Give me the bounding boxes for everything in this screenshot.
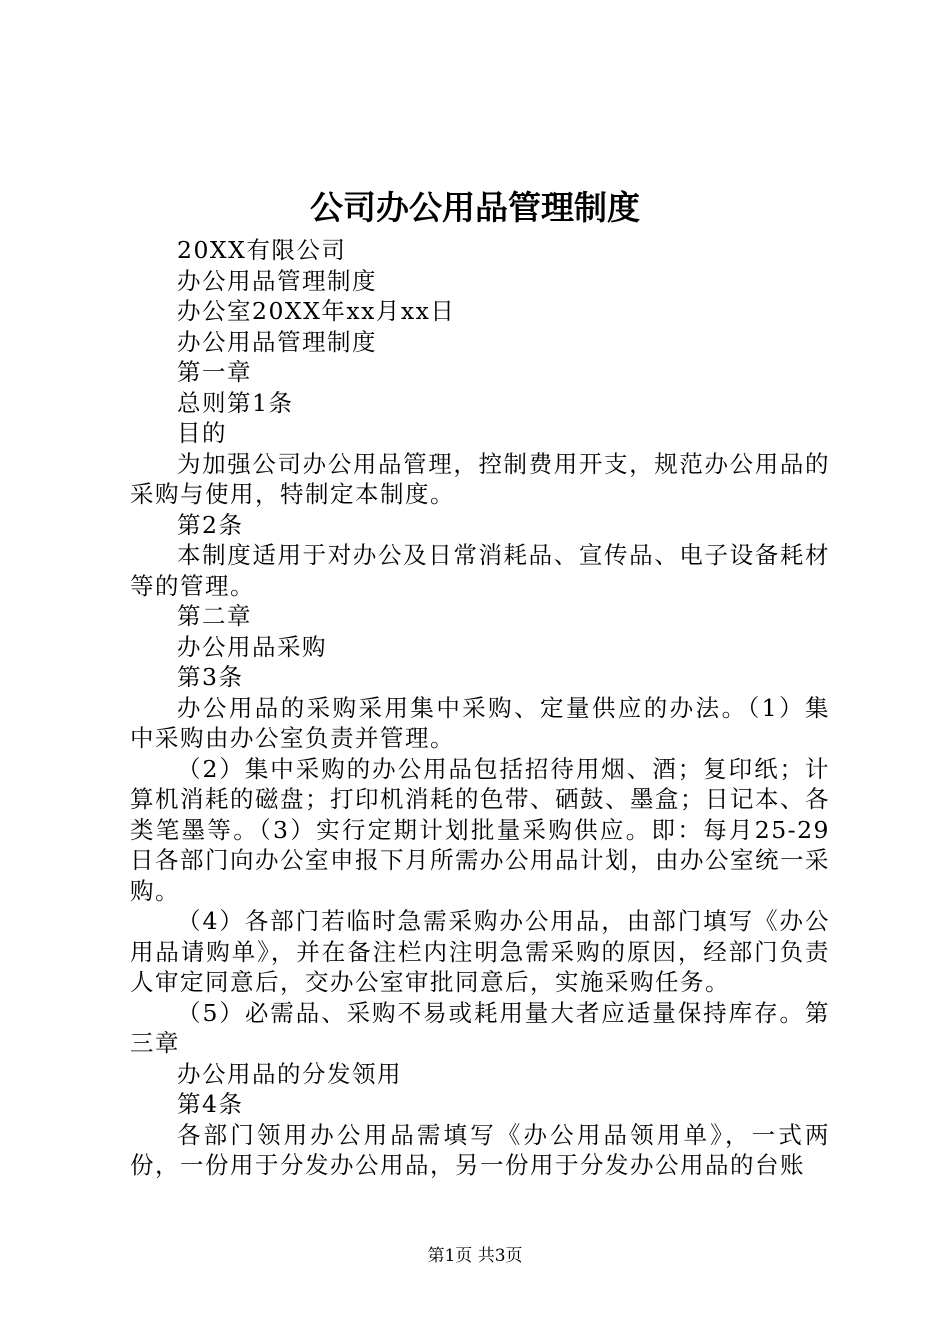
article-heading: 第2条: [177, 510, 244, 539]
paragraph: 办公室20XX年xx月xx日: [177, 297, 456, 325]
paragraph: 各部门领用办公用品需填写《办公用品领用单》，一式两份，一份用于分发办公用品，另一份用于分发办公用品的台账: [130, 1120, 830, 1179]
paragraph: 目的: [177, 419, 227, 447]
paragraph: 办公用品管理制度: [177, 266, 377, 295]
page-footer: 第1页 共3页: [427, 1246, 523, 1266]
document-body: [130, 235, 830, 1181]
paragraph: 为加强公司办公用品管理，控制费用开支，规范办公用品的采购与使用，特制定本制度。: [130, 449, 830, 508]
article-heading: 第4条: [177, 1090, 244, 1118]
article-heading: 第3条: [177, 663, 244, 691]
paragraph: （5）必需品、采购不易或耗用量大者应适量保持库存。第三章: [130, 998, 830, 1057]
paragraph: 办公用品的采购采用集中采购、定量供应的办法。（1）集中采购由办公室负责并管理。: [130, 693, 830, 752]
chapter-heading: 第二章: [177, 602, 252, 630]
paragraph: 办公用品管理制度: [177, 327, 377, 356]
paragraph: 办公用品的分发领用: [177, 1059, 402, 1088]
page-title: 公司办公用品管理制度: [310, 188, 640, 227]
chapter-heading: 第一章: [177, 358, 252, 386]
paragraph: （2）集中采购的办公用品包括招待用烟、酒；复印纸；计算机消耗的磁盘；打印机消耗的色带、硒鼓、墨盒；日记本、各类笔墨等。（3）实行定期计划批量采购供应。即：每月25-29日各部门向办公室申报下月所需办公用品计划，由办公室统一采购。: [130, 754, 830, 905]
paragraph: 本制度适用于对办公及日常消耗品、宣传品、电子设备耗材等的管理。: [130, 541, 830, 600]
paragraph: （4）各部门若临时急需采购办公用品，由部门填写《办公用品请购单》，并在备注栏内注明急需采购的原因，经部门负责人审定同意后，交办公室审批同意后，实施采购任务。: [130, 907, 830, 996]
paragraph: 20XX有限公司: [177, 236, 347, 264]
paragraph: 总则第1条: [177, 388, 294, 417]
paragraph: 办公用品采购: [177, 632, 327, 661]
